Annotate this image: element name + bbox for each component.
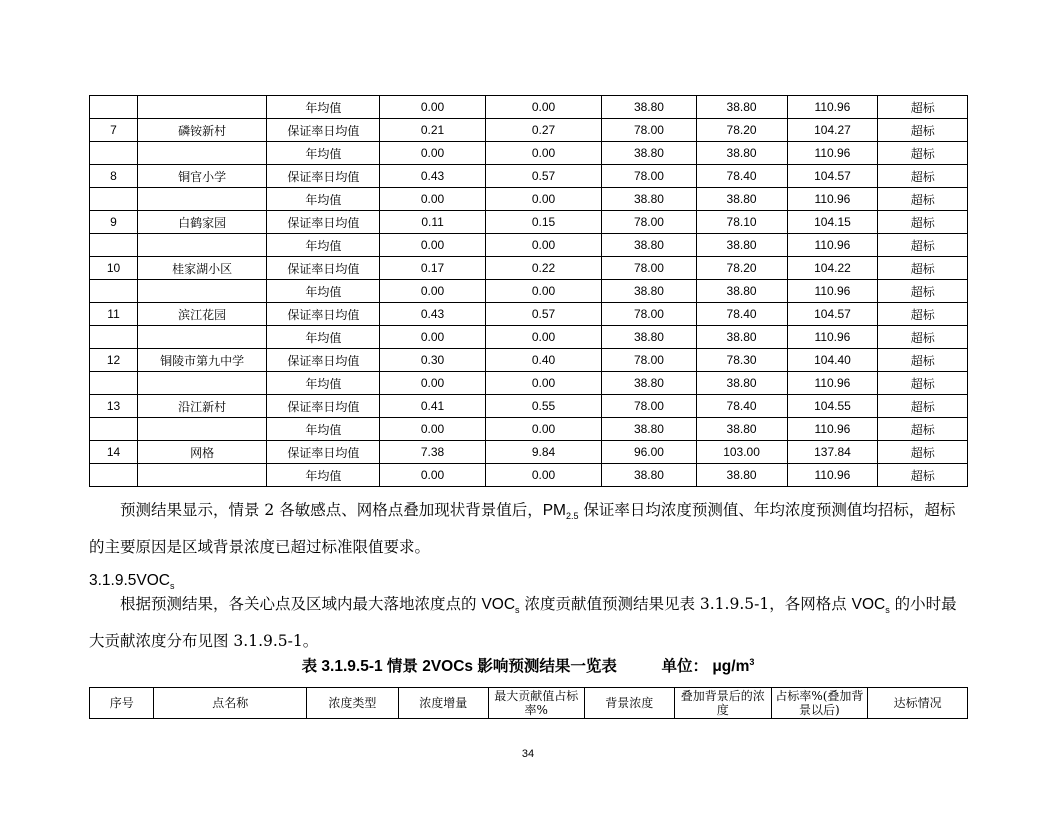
table-cell: 0.00 — [380, 142, 485, 165]
table-cell: 38.80 — [696, 96, 787, 119]
table-cell: 110.96 — [787, 234, 878, 257]
table-cell — [90, 234, 138, 257]
table-cell: 白鹤家园 — [138, 211, 267, 234]
table-cell: 超标 — [878, 418, 968, 441]
table-cell: 0.22 — [485, 257, 602, 280]
table-cell: 0.00 — [380, 96, 485, 119]
table-cell: 0.00 — [380, 464, 485, 487]
table-cell: 110.96 — [787, 188, 878, 211]
pm-label — [542, 502, 579, 522]
table-cell: 110.96 — [787, 372, 878, 395]
table-cell: 超标 — [878, 234, 968, 257]
table-cell: 超标 — [878, 464, 968, 487]
table-cell: 年均值 — [267, 464, 380, 487]
table-cell: 0.00 — [485, 280, 602, 303]
vocs-subscript-1: s — [515, 605, 520, 616]
table-header-row — [90, 688, 968, 719]
table-cell: 7 — [90, 119, 138, 142]
table-cell — [90, 326, 138, 349]
table-cell: 0.11 — [380, 211, 485, 234]
table-cell: 78.20 — [696, 257, 787, 280]
header-cell: 占标率%(叠加背景以后) — [771, 688, 868, 719]
caption-title: 表 3.1.9.5-1 情景 2VOCs 影响预测结果一览表 — [301, 658, 617, 675]
table-cell: 78.40 — [696, 395, 787, 418]
table-cell: 38.80 — [696, 372, 787, 395]
table-cell: 铜官小学 — [138, 165, 267, 188]
table-cell: 78.00 — [602, 303, 696, 326]
table-cell: 104.15 — [787, 211, 878, 234]
table-cell: 0.55 — [485, 395, 602, 418]
table-cell: 超标 — [878, 349, 968, 372]
table-cell: 110.96 — [787, 326, 878, 349]
table-cell: 0.00 — [380, 418, 485, 441]
table-cell: 滨江花园 — [138, 303, 267, 326]
table-cell: 年均值 — [267, 234, 380, 257]
table-cell: 0.00 — [485, 464, 602, 487]
table-cell: 104.55 — [787, 395, 878, 418]
table-cell — [90, 418, 138, 441]
table-cell: 38.80 — [696, 418, 787, 441]
table-caption — [0, 654, 1056, 676]
table-cell: 11 — [90, 303, 138, 326]
results-table-body — [90, 96, 968, 487]
vocs-results-table — [89, 687, 968, 719]
table-cell: 96.00 — [602, 441, 696, 464]
table-cell: 0.00 — [485, 96, 602, 119]
table-cell: 12 — [90, 349, 138, 372]
table-cell: 超标 — [878, 211, 968, 234]
table-row — [90, 326, 968, 349]
table-cell: 0.00 — [380, 280, 485, 303]
table-cell: 38.80 — [602, 234, 696, 257]
table-cell: 保证率日均值 — [267, 211, 380, 234]
table-cell: 78.10 — [696, 211, 787, 234]
header-cell: 背景浓度 — [584, 688, 674, 719]
table-cell — [138, 234, 267, 257]
table-cell: 78.00 — [602, 119, 696, 142]
table-row — [90, 303, 968, 326]
caption-unit-label: 单位： — [661, 658, 708, 675]
table-row — [90, 234, 968, 257]
table-cell — [90, 280, 138, 303]
table-row — [90, 349, 968, 372]
table-cell — [138, 280, 267, 303]
para1-text-b: 保证率日均浓度预测值、年均浓度预测值均招标，超标的主要原因是区域背景浓度已超过标准限值要求。 — [89, 501, 956, 557]
table-cell: 0.00 — [485, 142, 602, 165]
table-cell: 110.96 — [787, 280, 878, 303]
para2-text-b: 浓度贡献值预测结果见表 3.1.9.5-1，各网格点 — [519, 595, 852, 613]
para2-text-c: 的小时最大贡献浓度分布见图 3.1.9.5-1。 — [89, 595, 957, 651]
heading-subscript: s — [170, 581, 175, 592]
table-row — [90, 395, 968, 418]
table-cell: 104.27 — [787, 119, 878, 142]
results-table-continued — [89, 95, 968, 487]
pm-text: PM — [542, 502, 566, 519]
table-cell — [138, 464, 267, 487]
table-cell: 10 — [90, 257, 138, 280]
table-row — [90, 165, 968, 188]
table-cell — [90, 464, 138, 487]
table-cell: 110.96 — [787, 464, 878, 487]
header-cell: 浓度增量 — [398, 688, 488, 719]
paragraph-vocs-description — [89, 589, 968, 657]
table-cell: 38.80 — [602, 326, 696, 349]
table-cell: 0.27 — [485, 119, 602, 142]
table-cell: 保证率日均值 — [267, 349, 380, 372]
table-cell: 110.96 — [787, 142, 878, 165]
table-cell: 38.80 — [602, 280, 696, 303]
table-cell: 38.80 — [696, 464, 787, 487]
table-cell — [90, 188, 138, 211]
table-row — [90, 280, 968, 303]
table-cell: 0.00 — [380, 234, 485, 257]
table-cell: 0.00 — [380, 372, 485, 395]
table-cell: 超标 — [878, 188, 968, 211]
table-cell: 年均值 — [267, 326, 380, 349]
table-cell: 年均值 — [267, 188, 380, 211]
table-row — [90, 119, 968, 142]
table-cell: 保证率日均值 — [267, 303, 380, 326]
table-cell: 38.80 — [602, 96, 696, 119]
table-cell: 超标 — [878, 96, 968, 119]
paragraph-pm25-result — [89, 495, 968, 563]
table-cell: 110.96 — [787, 418, 878, 441]
table-cell: 0.00 — [485, 418, 602, 441]
table-row — [90, 441, 968, 464]
table-cell: 78.00 — [602, 165, 696, 188]
table-cell: 38.80 — [602, 188, 696, 211]
vocs-label-2: VOC — [851, 596, 886, 613]
table-row — [90, 96, 968, 119]
table-row — [90, 372, 968, 395]
header-cell: 序号 — [90, 688, 154, 719]
table-row — [90, 211, 968, 234]
table-cell: 超标 — [878, 372, 968, 395]
table-cell — [90, 142, 138, 165]
table-cell — [138, 372, 267, 395]
header-cell: 点名称 — [154, 688, 307, 719]
table-cell: 沿江新村 — [138, 395, 267, 418]
table-cell: 104.57 — [787, 165, 878, 188]
table-cell: 超标 — [878, 257, 968, 280]
caption-unit-superscript: 3 — [749, 656, 755, 667]
vocs-subscript-2: s — [885, 605, 890, 616]
table-cell: 78.00 — [602, 395, 696, 418]
table-cell: 0.57 — [485, 165, 602, 188]
table-cell: 年均值 — [267, 96, 380, 119]
table-cell: 110.96 — [787, 96, 878, 119]
table-cell: 超标 — [878, 326, 968, 349]
header-cell: 叠加背景后的浓度 — [674, 688, 771, 719]
table-cell: 0.21 — [380, 119, 485, 142]
table-cell: 0.57 — [485, 303, 602, 326]
table-cell: 超标 — [878, 441, 968, 464]
page-number: 34 — [521, 748, 535, 760]
table-cell — [90, 372, 138, 395]
table-cell — [138, 188, 267, 211]
table-cell: 保证率日均值 — [267, 119, 380, 142]
caption-unit-value: μg/m — [712, 658, 750, 675]
table-cell: 年均值 — [267, 418, 380, 441]
header-cell: 达标情况 — [868, 688, 968, 719]
table-cell: 0.43 — [380, 303, 485, 326]
table-cell: 0.17 — [380, 257, 485, 280]
table-cell: 7.38 — [380, 441, 485, 464]
table-cell: 超标 — [878, 119, 968, 142]
vocs-label-1: VOC — [481, 596, 516, 613]
table-cell: 年均值 — [267, 372, 380, 395]
table-cell: 超标 — [878, 395, 968, 418]
para1-text-a: 预测结果显示，情景 2 各敏感点、网格点叠加现状背景值后， — [120, 501, 543, 519]
table-cell: 104.40 — [787, 349, 878, 372]
table-cell: 78.00 — [602, 257, 696, 280]
table-cell — [138, 142, 267, 165]
table-cell — [90, 96, 138, 119]
table-cell — [138, 326, 267, 349]
table-cell: 超标 — [878, 303, 968, 326]
para2-text-a: 根据预测结果，各关心点及区域内最大落地浓度点的 — [120, 595, 482, 613]
table-row — [90, 464, 968, 487]
table-cell: 0.30 — [380, 349, 485, 372]
table-cell: 0.00 — [380, 188, 485, 211]
table-cell — [138, 96, 267, 119]
table-cell: 14 — [90, 441, 138, 464]
table-cell: 保证率日均值 — [267, 165, 380, 188]
table-cell: 0.40 — [485, 349, 602, 372]
table-cell: 铜陵市第九中学 — [138, 349, 267, 372]
table-cell: 78.40 — [696, 303, 787, 326]
heading-main: 3.1.9.5VOC — [89, 572, 170, 589]
table-cell: 0.00 — [485, 234, 602, 257]
table-cell: 8 — [90, 165, 138, 188]
table-cell: 磷铵新村 — [138, 119, 267, 142]
table-cell: 38.80 — [696, 280, 787, 303]
table-cell: 38.80 — [602, 142, 696, 165]
table-cell: 超标 — [878, 165, 968, 188]
table-cell: 137.84 — [787, 441, 878, 464]
table-cell: 保证率日均值 — [267, 441, 380, 464]
table-row — [90, 418, 968, 441]
table-cell: 38.80 — [696, 188, 787, 211]
table-cell: 0.41 — [380, 395, 485, 418]
header-cell: 浓度类型 — [307, 688, 398, 719]
table-cell: 78.00 — [602, 349, 696, 372]
table-cell: 78.40 — [696, 165, 787, 188]
header-cell: 最大贡献值占标率% — [488, 688, 584, 719]
table-cell: 104.57 — [787, 303, 878, 326]
table-row — [90, 188, 968, 211]
table-cell: 0.43 — [380, 165, 485, 188]
table-cell: 保证率日均值 — [267, 257, 380, 280]
table-cell: 78.30 — [696, 349, 787, 372]
table-cell: 网格 — [138, 441, 267, 464]
table-cell: 年均值 — [267, 142, 380, 165]
table-row — [90, 142, 968, 165]
table-cell: 0.00 — [485, 188, 602, 211]
table-cell: 桂家湖小区 — [138, 257, 267, 280]
table-cell: 38.80 — [602, 372, 696, 395]
table-cell: 38.80 — [696, 326, 787, 349]
table-cell: 9 — [90, 211, 138, 234]
table-cell: 0.00 — [485, 372, 602, 395]
table-cell: 38.80 — [602, 464, 696, 487]
table-cell: 38.80 — [696, 234, 787, 257]
table-cell: 0.00 — [485, 326, 602, 349]
table-cell: 38.80 — [602, 418, 696, 441]
table-cell: 0.00 — [380, 326, 485, 349]
table-cell: 超标 — [878, 142, 968, 165]
table-row — [90, 257, 968, 280]
table-cell: 38.80 — [696, 142, 787, 165]
table-cell: 13 — [90, 395, 138, 418]
table-cell: 9.84 — [485, 441, 602, 464]
table-cell: 0.15 — [485, 211, 602, 234]
table-cell: 年均值 — [267, 280, 380, 303]
table-cell — [138, 418, 267, 441]
table-cell: 103.00 — [696, 441, 787, 464]
table-cell: 78.20 — [696, 119, 787, 142]
table-cell: 保证率日均值 — [267, 395, 380, 418]
table-cell: 78.00 — [602, 211, 696, 234]
table-cell: 104.22 — [787, 257, 878, 280]
table-cell: 超标 — [878, 280, 968, 303]
pm-subscript: 2.5 — [565, 511, 579, 522]
